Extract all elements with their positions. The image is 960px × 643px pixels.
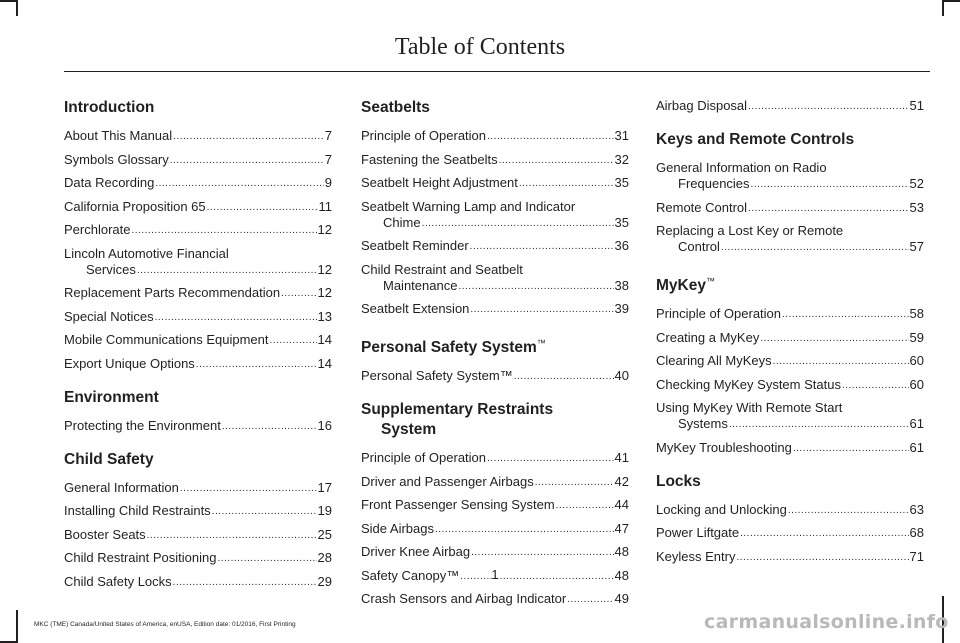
toc-entry-label: MyKey Troubleshooting: [656, 439, 792, 455]
toc-entry-label: Safety Canopy™: [361, 567, 460, 583]
section-title: Seatbelts: [361, 99, 430, 116]
toc-entry[interactable]: [656, 330, 924, 346]
dot-leader: [222, 420, 317, 434]
dot-leader: [499, 154, 614, 168]
trademark-mark: ™: [705, 276, 715, 286]
toc-entry[interactable]: [64, 128, 332, 144]
toc-page-number: 42: [614, 473, 629, 489]
toc-page-number: 61: [909, 416, 924, 432]
toc-entry[interactable]: [64, 418, 332, 434]
dot-leader: [556, 499, 614, 513]
toc-page-number: 60: [909, 376, 924, 392]
dot-leader: [281, 287, 316, 301]
toc-entry[interactable]: [361, 591, 629, 607]
toc-entry-label: Mobile Communications Equipment: [64, 332, 269, 347]
section-title: Introduction: [64, 99, 155, 116]
toc-entry[interactable]: [361, 450, 629, 466]
toc-entry[interactable]: [656, 525, 924, 541]
toc-page-number: 14: [317, 332, 332, 347]
section-heading: [361, 400, 629, 440]
dot-leader: [514, 370, 614, 384]
toc-entry[interactable]: [361, 128, 629, 144]
toc-entry-label: General Information: [64, 479, 179, 495]
section-title: Supplementary Restraints: [361, 401, 554, 419]
dot-leader: [736, 551, 908, 565]
dot-leader: [487, 452, 614, 466]
dot-leader: [212, 505, 317, 519]
dot-leader: [470, 303, 613, 317]
dot-leader: [471, 546, 613, 560]
section-title: MyKey: [656, 277, 706, 295]
toc-entry-label: Child Safety Locks: [64, 573, 172, 589]
toc-entry[interactable]: [361, 368, 629, 384]
section-heading: [64, 450, 332, 470]
toc-entry[interactable]: [656, 353, 924, 369]
dot-leader: [519, 177, 614, 191]
dot-leader: [567, 593, 613, 607]
toc-page-number: 48: [614, 567, 629, 583]
section-title: Keys and Remote Controls: [656, 131, 855, 148]
toc-entry[interactable]: [64, 199, 332, 215]
toc-page-number: 32: [614, 151, 629, 167]
toc-entry-label: Using MyKey With Remote Start: [656, 400, 843, 416]
edition-footer: MKC (TME) Canada/United States of America, enUSA, Edition date: 01/2016, First Printing: [34, 621, 296, 628]
dot-leader: [147, 529, 317, 543]
dot-leader: [535, 476, 614, 490]
crop-mark-top-right-h: [942, 0, 960, 2]
toc-page-number: 28: [317, 550, 332, 565]
toc-entry-label: Symbols Glossary: [64, 151, 169, 167]
toc-entry[interactable]: [656, 223, 924, 255]
section-heading: [64, 388, 332, 408]
dot-leader: [217, 552, 316, 566]
toc-entry[interactable]: [64, 527, 332, 543]
toc-entry[interactable]: [656, 160, 924, 192]
section-title-continued: System: [381, 421, 437, 439]
toc-page-number: 57: [909, 239, 924, 254]
section-heading: [656, 130, 924, 150]
toc-page-number: 25: [317, 526, 332, 542]
toc-page-number: 29: [317, 573, 332, 589]
toc-page-number: 35: [614, 214, 629, 230]
dot-leader: [487, 130, 614, 144]
toc-page-number: 39: [614, 301, 629, 316]
dot-leader: [793, 442, 909, 456]
dot-leader: [773, 355, 909, 369]
section-title: Environment: [64, 388, 159, 406]
dot-leader: [788, 504, 909, 518]
toc-entry-label: Perchlorate: [64, 222, 131, 237]
crop-mark-top-right-v: [942, 0, 944, 16]
toc-entry[interactable]: [656, 98, 924, 114]
toc-entry-label: Remote Control: [656, 199, 748, 215]
toc-entry[interactable]: [361, 238, 629, 254]
toc-page-number: 49: [614, 591, 629, 607]
toc-entry-label: Keyless Entry: [656, 548, 736, 564]
toc-entry-label: Locking and Unlocking: [656, 501, 787, 517]
dot-leader: [435, 523, 614, 537]
dot-leader: [458, 280, 613, 294]
toc-entry-label: Export Unique Options: [64, 355, 195, 371]
toc-entry-label: Replacing a Lost Key or Remote: [656, 223, 844, 238]
dot-leader: [173, 130, 324, 144]
dot-leader: [751, 178, 909, 192]
crop-mark-top-left-v: [16, 0, 18, 16]
dot-leader: [782, 308, 909, 322]
toc-entry[interactable]: [64, 356, 332, 372]
toc-page-number: 12: [317, 222, 332, 237]
toc-entry[interactable]: [64, 309, 332, 325]
section-heading: [361, 333, 629, 358]
dot-leader: [721, 241, 909, 255]
toc-column-2: [361, 98, 629, 615]
toc-entry[interactable]: [656, 502, 924, 518]
toc-page-number: 41: [614, 450, 629, 466]
toc-column-3: [656, 98, 924, 572]
toc-entry[interactable]: [656, 377, 924, 393]
dot-leader: [196, 358, 317, 372]
toc-entry-label: Principle of Operation: [656, 306, 782, 322]
watermark: carmanualsonline.info: [704, 611, 949, 633]
toc-page-number: 58: [909, 306, 924, 322]
toc-entry[interactable]: [656, 400, 924, 432]
section-title: Child Safety: [64, 450, 154, 468]
toc-entry[interactable]: [361, 497, 629, 513]
toc-entry-label: Installing Child Restraints: [64, 503, 211, 518]
toc-page-number: 63: [909, 501, 924, 517]
toc-entry-label: Front Passenger Sensing System: [361, 497, 555, 513]
dot-leader: [842, 379, 909, 393]
toc-entry[interactable]: [656, 549, 924, 565]
toc-entry[interactable]: [361, 152, 629, 168]
toc-page-number: 61: [909, 439, 924, 455]
toc-entry-label: Driver Knee Airbag: [361, 544, 471, 560]
section-heading: [64, 98, 332, 118]
dot-leader: [180, 482, 317, 496]
toc-entry-label: Seatbelt Warning Lamp and Indicator: [361, 198, 576, 214]
toc-entry[interactable]: [361, 262, 629, 294]
toc-entry[interactable]: [64, 152, 332, 168]
toc-entry-label-continued: Maintenance: [383, 277, 458, 293]
toc-entry-label: Booster Seats: [64, 526, 146, 542]
toc-entry-label: Personal Safety System™: [361, 368, 513, 384]
toc-page-number: 71: [909, 548, 924, 564]
toc-page-number: 12: [317, 285, 332, 300]
toc-entry-label-continued: Services: [86, 261, 136, 277]
toc-entry-label: Seatbelt Reminder: [361, 238, 469, 253]
dot-leader: [155, 311, 317, 325]
toc-page-number: 11: [318, 198, 332, 214]
toc-entry-label: Protecting the Environment: [64, 417, 221, 433]
toc-page-number: 52: [909, 176, 924, 191]
toc-entry[interactable]: [64, 503, 332, 519]
toc-entry[interactable]: [361, 521, 629, 537]
section-title: Personal Safety System: [361, 339, 537, 357]
toc-entry-label: About This Manual: [64, 128, 173, 143]
toc-page-number: 59: [909, 329, 924, 345]
toc-page-number: 51: [909, 98, 924, 113]
toc-entry-label-continued: Chime: [383, 214, 421, 230]
toc-entry[interactable]: [64, 285, 332, 301]
toc-entry-label: Lincoln Automotive Financial: [64, 245, 229, 261]
toc-page-number: 44: [614, 497, 629, 513]
toc-page-number: 12: [317, 261, 332, 277]
toc-entry-label: Driver and Passenger Airbags: [361, 473, 534, 489]
toc-entry-label: Clearing All MyKeys: [656, 353, 772, 369]
toc-entry-label: Fastening the Seatbelts: [361, 151, 498, 167]
toc-entry[interactable]: [64, 550, 332, 566]
toc-page-number: 31: [614, 128, 629, 143]
toc-column-1: [64, 98, 332, 597]
toc-entry-label: Creating a MyKey: [656, 329, 760, 345]
dot-leader: [422, 217, 614, 231]
toc-entry-label: Data Recording: [64, 175, 155, 190]
toc-page-number: 53: [909, 199, 924, 215]
toc-page-number: 60: [909, 353, 924, 369]
toc-entry[interactable]: [64, 332, 332, 348]
toc-entry[interactable]: [656, 200, 924, 216]
toc-page-number: 16: [317, 417, 332, 433]
toc-page-number: 7: [324, 128, 332, 143]
toc-entry[interactable]: [361, 175, 629, 191]
toc-page-number: 35: [614, 175, 629, 190]
toc-page-number: 68: [909, 525, 924, 541]
toc-entry-label-continued: Systems: [678, 416, 728, 432]
toc-entry-label: Airbag Disposal: [656, 98, 748, 113]
page-number: 1: [491, 567, 499, 582]
toc-entry[interactable]: [361, 199, 629, 231]
toc-entry-label: Power Liftgate: [656, 525, 740, 541]
toc-entry-label: Side Airbags: [361, 520, 434, 536]
toc-page-number: 36: [614, 238, 629, 253]
toc-entry-label: Child Restraint Positioning: [64, 550, 217, 565]
dot-leader: [748, 100, 908, 114]
dot-leader: [748, 202, 908, 216]
toc-page-number: 47: [614, 520, 629, 536]
toc-entry[interactable]: [64, 175, 332, 191]
dot-leader: [155, 177, 323, 191]
toc-entry-label: Special Notices: [64, 308, 154, 324]
page-title: Table of Contents: [394, 34, 566, 60]
toc-entry-label: Crash Sensors and Airbag Indicator: [361, 591, 567, 607]
dot-leader: [740, 527, 908, 541]
toc-entry-label: General Information on Radio: [656, 160, 827, 175]
toc-page-number: 40: [614, 368, 629, 384]
dot-leader: [170, 154, 324, 168]
trademark-mark: ™: [536, 338, 546, 348]
toc-page-number: 9: [324, 175, 332, 190]
toc-entry[interactable]: [64, 480, 332, 496]
section-title: Locks: [656, 472, 701, 490]
toc-entry-label: Checking MyKey System Status: [656, 376, 841, 392]
toc-page-number: 7: [324, 151, 332, 167]
toc-entry-label: Principle of Operation: [361, 450, 487, 466]
toc-page-number: 13: [317, 308, 332, 324]
toc-page-number: 48: [614, 544, 629, 560]
toc-entry-label: Replacement Parts Recommendation: [64, 285, 281, 300]
dot-leader: [137, 264, 317, 278]
toc-page-number: 38: [614, 277, 629, 293]
toc-page-number: 19: [317, 503, 332, 518]
toc-entry-label: Principle of Operation: [361, 128, 487, 143]
toc-entry[interactable]: [656, 440, 924, 456]
toc-page-number: 14: [317, 355, 332, 371]
dot-leader: [207, 201, 318, 215]
section-heading: [656, 472, 924, 492]
crop-mark-bottom-left-v: [16, 610, 18, 643]
dot-leader: [131, 224, 316, 238]
toc-entry[interactable]: [361, 474, 629, 490]
toc-entry-label: California Proposition 65: [64, 198, 206, 214]
title-rule: [64, 71, 930, 72]
toc-entry-label: Seatbelt Height Adjustment: [361, 175, 518, 190]
toc-entry-label: Seatbelt Extension: [361, 301, 470, 316]
dot-leader: [729, 418, 909, 432]
toc-entry-label-continued: Control: [678, 239, 720, 254]
toc-entry[interactable]: [64, 246, 332, 278]
section-heading: [656, 271, 924, 296]
toc-entry-label: Child Restraint and Seatbelt: [361, 261, 523, 277]
dot-leader: [470, 240, 614, 254]
dot-leader: [760, 332, 908, 346]
toc-entry[interactable]: [656, 306, 924, 322]
section-heading: [361, 98, 629, 118]
toc-entry[interactable]: [361, 301, 629, 317]
toc-entry[interactable]: [64, 222, 332, 238]
dot-leader: [269, 334, 316, 348]
toc-entry-label-continued: Frequencies: [678, 176, 750, 191]
toc-page-number: 17: [317, 479, 332, 495]
toc-entry[interactable]: [361, 544, 629, 560]
